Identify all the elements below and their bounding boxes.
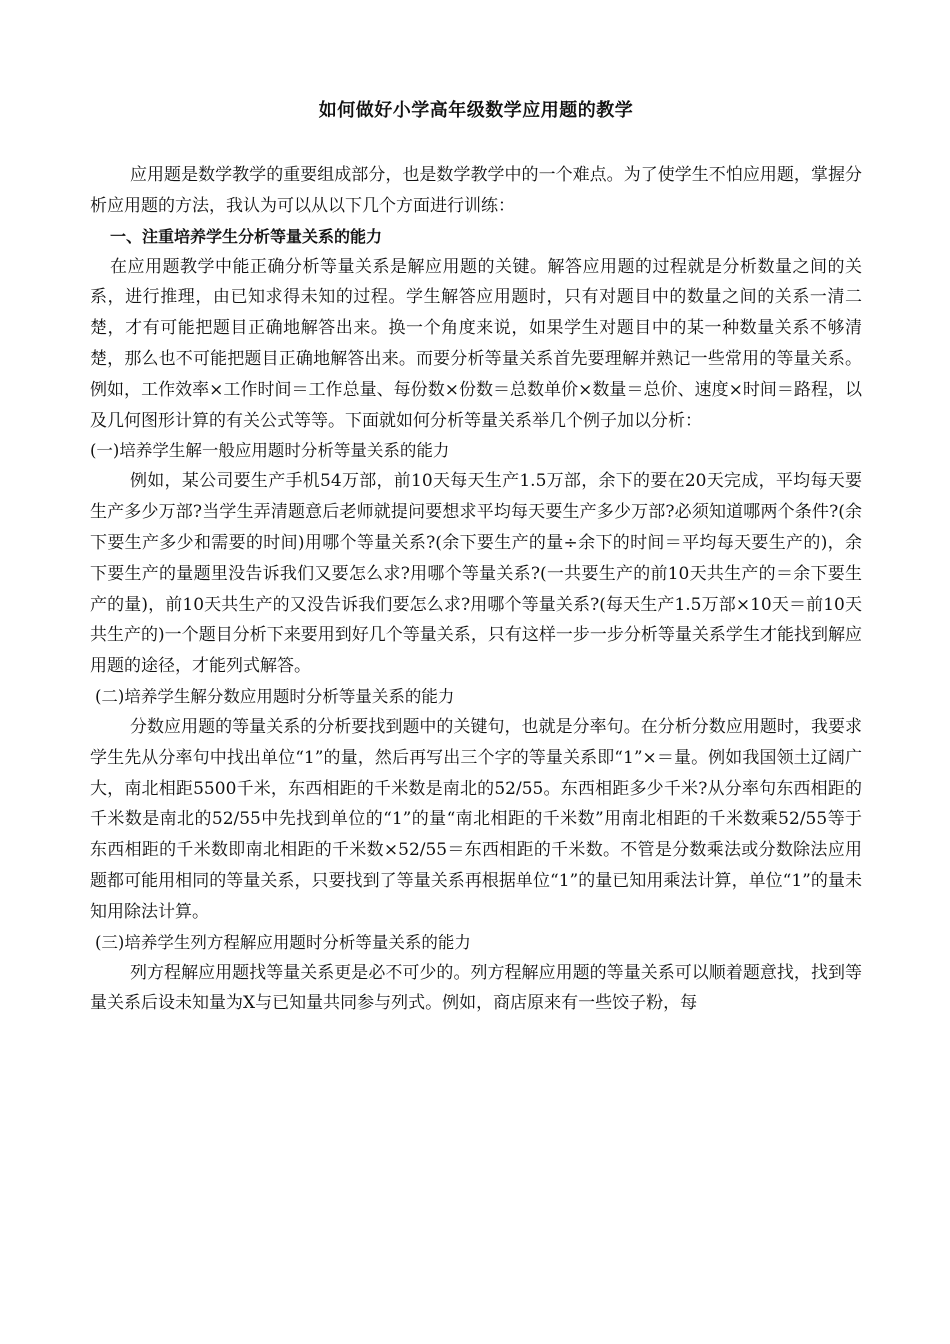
- subsection-heading-1: (一)培养学生解一般应用题时分析等量关系的能力: [90, 441, 450, 461]
- subsection-3-paragraph: 列方程解应用题找等量关系更是必不可少的。列方程解应用题的等量关系可以顺着题意找，找到等量关系后设未知量为X与已知量共同参与列式。例如，商店原来有一些饺子粉，每: [90, 962, 862, 1014]
- document-page: [90, 96, 862, 1019]
- intro-paragraph: 应用题是数学教学的重要组成部分，也是数学教学中的一个难点。为了使学生不怕应用题，掌握分析应用题的方法，我认为可以从以下几个方面进行训练：: [90, 165, 862, 216]
- subsection-1-paragraph: 例如，某公司要生产手机54万部，前10天每天生产1.5万部，余下的要在20天完成，平均每天要生产多少万部?当学生弄清题意后老师就提问要想求平均每天要生产多少万部?必须知道哪两个条件?(余下要生产多少和需要的时间)用哪个等量关系?(余下要生产的量÷余下的时间＝平均每天要生产的)，余下要生产的量题里没告诉我们又要怎么求?用哪个等量关系?(一共要生产的前10天共生产的＝余下要生产的量)，前10天共生产的又没告诉我们要怎么求?用哪个等量关系?(每天生产1.5万部×10天＝前10天共生产的)一个题目分析下来要用到好几个等量关系，只有这样一步一步分析等量关系学生才能找到解应用题的途径，才能列式解答。: [90, 471, 862, 677]
- subsection-2-paragraph: 分数应用题的等量关系的分析要找到题中的关键句，也就是分率句。在分析分数应用题时，我要求学生先从分率句中找出单位“1”的量，然后再写出三个字的等量关系即“1”×＝量。例如我国领土辽阔广大，南北相距5500千米，东西相距的千米数是南北的52/55。东西相距多少千米?从分率句东西相距的千米数是南北的52/55中先找到单位的“1”的量“南北相距的千米数”用南北相距的千米数乘52/55等于东西相距的千米数即南北相距的千米数×52/55＝东西相距的千米数。不管是分数乘法或分数除法应用题都可能用相同的等量关系，只要找到了等量关系再根据单位“1”的量已知用乘法计算，单位“1”的量未知用除法计算。: [90, 716, 862, 922]
- document-title: 如何做好小学高年级数学应用题的教学: [318, 100, 634, 121]
- section-heading-1: 一、注重培养学生分析等量关系的能力: [110, 226, 383, 246]
- subsection-heading-2: (二)培养学生解分数应用题时分析等量关系的能力: [95, 686, 455, 706]
- subsection-heading-3: (三)培养学生列方程解应用题时分析等量关系的能力: [95, 932, 471, 952]
- section-1-paragraph: 在应用题教学中能正确分析等量关系是解应用题的关键。解答应用题的过程就是分析数量之间的关系，进行推理，由已知求得未知的过程。学生解答应用题时，只有对题目中的数量之间的关系一清二楚，才有可能把题目正确地解答出来。换一个角度来说，如果学生对题目中的某一种数量关系不够清楚，那么也不可能把题目正确地解答出来。而要分析等量关系首先要理解并熟记一些常用的等量关系。例如，工作效率×工作时间＝工作总量、每份数×份数＝总数单价×数量＝总价、速度×时间＝路程，以及几何图形计算的有关公式等等。下面就如何分析等量关系举几个例子加以分析：: [90, 256, 862, 431]
